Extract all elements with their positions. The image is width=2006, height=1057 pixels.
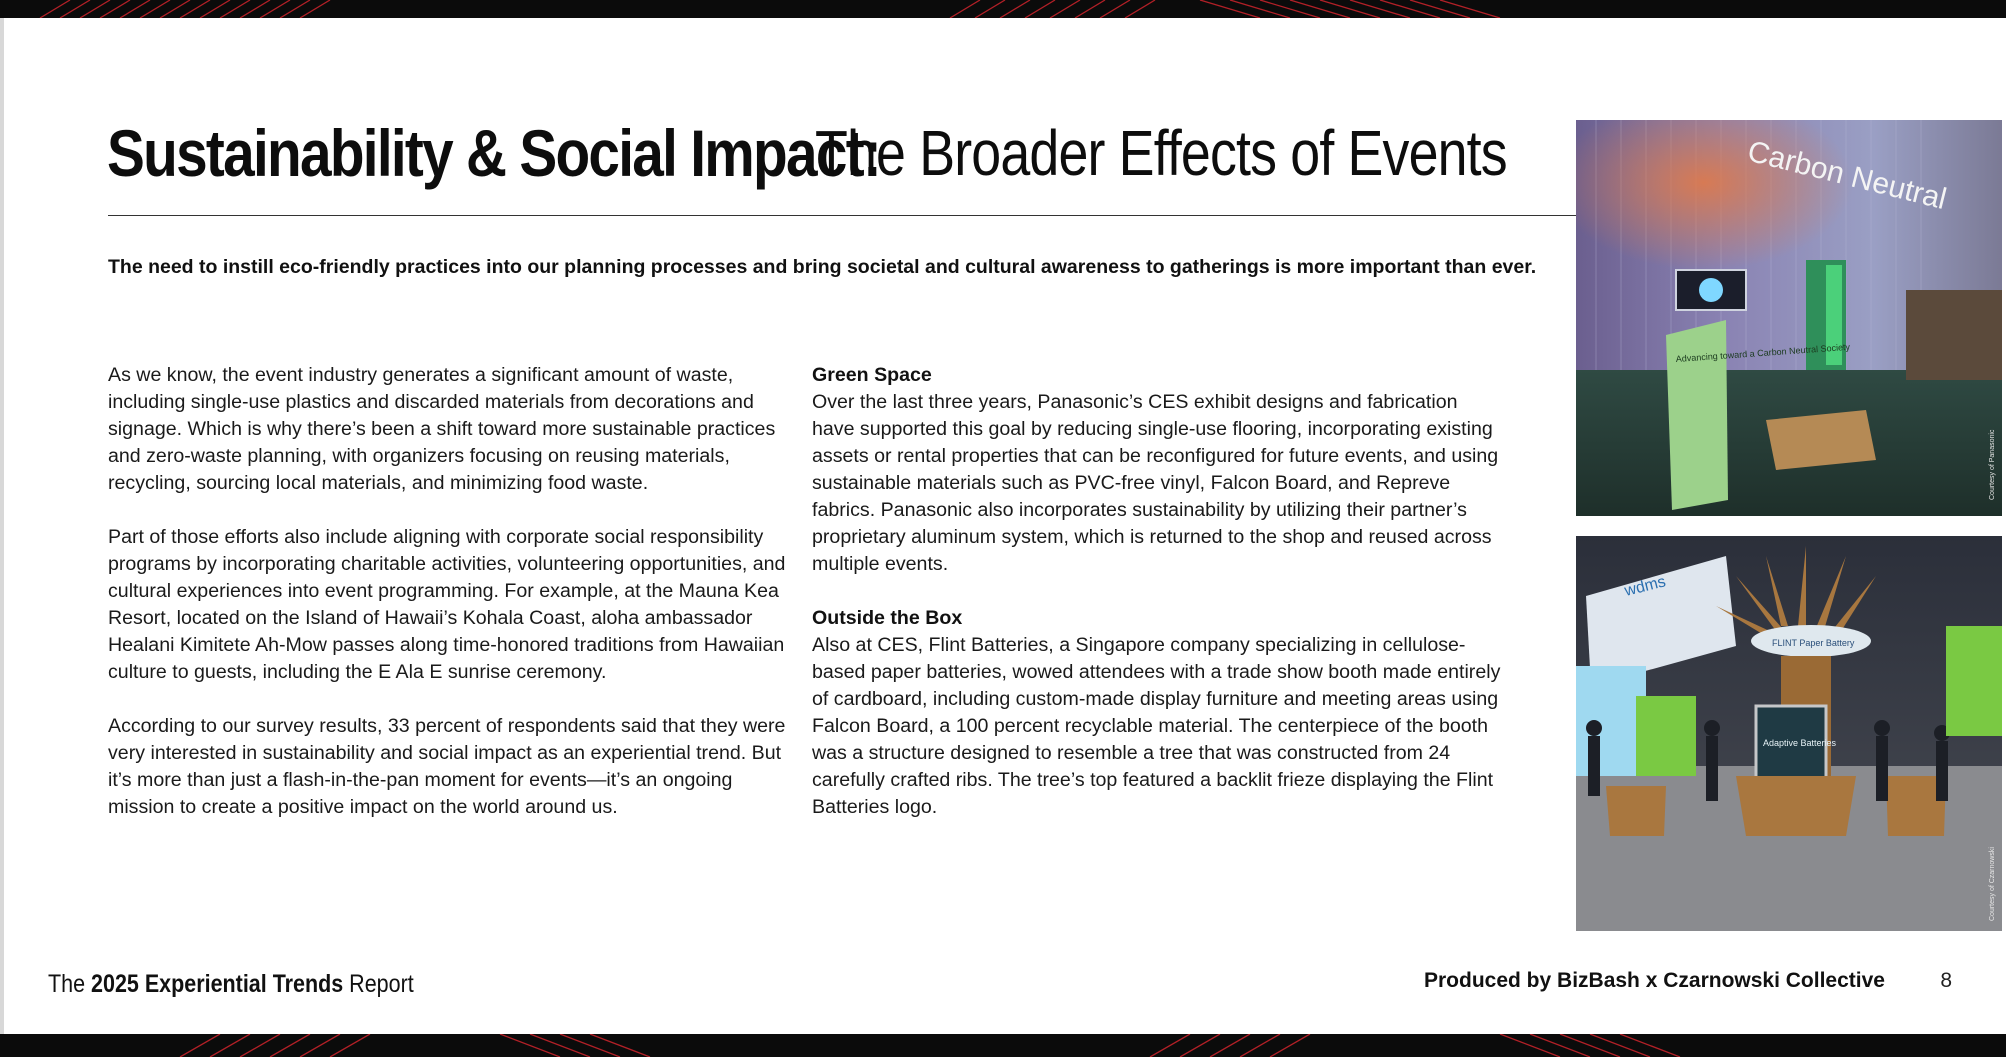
- wdms-brand: wdms: [1622, 573, 1668, 600]
- panasonic-booth-photo: [1576, 120, 2002, 516]
- top-decorative-band: [0, 0, 2006, 18]
- title-light-part: The Broader Effects of Events: [815, 117, 1507, 189]
- intro-statement: The need to instill eco-friendly practices into our planning processes and bring societal and cultural awareness to gatherings is more important than ever.: [108, 256, 1537, 278]
- produced-by: Produced by BizBash x Czarnowski Collective: [1424, 969, 1885, 992]
- page-edge: [0, 0, 4, 1057]
- green-space-body: Over the last three years, Panasonic’s CES exhibit designs and fabrication have supported this goal by reducing single-use flooring, incorporating existing assets or rental properties that can be reconfigured for future events, and using sustainable materials such as PVC-free vinyl, Falcon Board, and Repreve fabrics. Panasonic also incorporates sustainability by utilizing their partner’s proprietary aluminum system, which is returned to the shop and reused across multiple events.: [812, 391, 1499, 575]
- green-space-heading: Green Space: [812, 364, 932, 386]
- panel-text: Advancing toward a Carbon Neutral Society: [1675, 341, 1851, 364]
- report-suffix: Report: [349, 970, 414, 998]
- page-title: [107, 108, 1507, 198]
- report-name: [48, 967, 473, 1001]
- bottom-band-pattern: [0, 1034, 2006, 1057]
- left-column: [108, 362, 798, 848]
- title-divider: [108, 215, 1578, 216]
- carbon-neutral-sign: Carbon Neutral: [1744, 134, 1950, 217]
- outside-the-box-body: Also at CES, Flint Batteries, a Singapore company specializing in cellulose-based paper batteries, wowed attendees with a trade show booth made entirely of cardboard, including custom-made display furniture and meeting areas using Falcon Board, a 100 percent recyclable material. The centerpiece of the booth was a structure designed to resemble a tree that was constructed from 24 carefully crafted ribs. The tree’s top featured a backlit frieze displaying the Flint Batteries logo.: [812, 634, 1501, 818]
- bottom-decorative-band: [0, 1034, 2006, 1057]
- top-photo-credit: Courtesy of Panasonic: [1989, 429, 1996, 500]
- flint-booth-illustration: [1576, 536, 2002, 931]
- outside-the-box-heading: Outside the Box: [812, 607, 963, 629]
- right-column: [812, 362, 1502, 848]
- flint-canopy: FLINT Paper Battery: [1772, 638, 1855, 648]
- bottom-photo-credit: Courtesy of Czarnowski: [1989, 847, 1996, 921]
- left-paragraph-2: Part of those efforts also include aligning with corporate social responsibility programs by incorporating charitable activities, volunteering opportunities, and cultural experiences into event programming. For example, at the Mauna Kea Resort, located on the Island of Hawaii’s Kohala Coast, aloha ambassador Healani Kimitete Ah-Mow passes along time-honored traditions from Hawaiian culture to guests, including the E Ala E sunrise ceremony.: [108, 526, 786, 683]
- report-prefix: The: [48, 970, 86, 998]
- top-band-pattern: [0, 0, 2006, 18]
- title-bold-part: Sustainability & Social Impact:: [107, 116, 881, 190]
- panasonic-booth-illustration: [1576, 120, 2002, 516]
- page-number: 8: [1940, 969, 1952, 992]
- left-paragraph-3: According to our survey results, 33 percent of respondents said that they were very interested in sustainability and social impact as an experiential trend. But it’s more than just a flash-in-the-pan moment for events—it’s an ongoing mission to create a positive impact on the world around us.: [108, 715, 786, 818]
- report-bold: 2025 Experiential Trends: [91, 970, 344, 998]
- kiosk-label: Adaptive Batteries: [1763, 738, 1837, 748]
- flint-booth-photo: [1576, 536, 2002, 931]
- left-paragraph-1: As we know, the event industry generates a significant amount of waste, including single-use plastics and discarded materials from decorations and signage. Which is why there’s been a shift toward more sustainable practices and zero-waste planning, with organizers focusing on reusing materials, recycling, sourcing local materials, and minimizing food waste.: [108, 364, 776, 494]
